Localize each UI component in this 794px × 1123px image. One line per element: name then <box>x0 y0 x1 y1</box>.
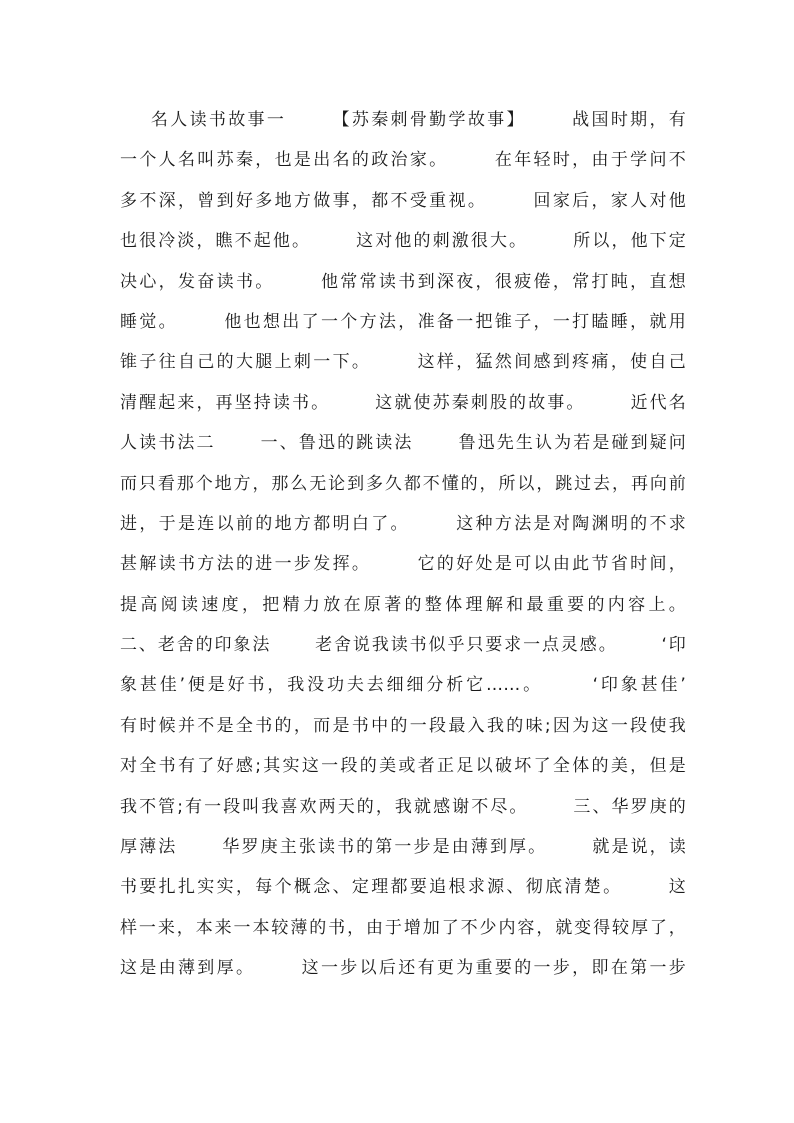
text-line: 而只看那个地方，那么无论到多久都不懂的，所以，跳过去，再向前 <box>120 473 686 494</box>
text-line: 也很冷淡，瞧不起他。 这对他的刺激很大。 所以，他下定 <box>120 231 686 252</box>
body-text <box>120 100 686 989</box>
text-line: 一个人名叫苏秦，也是出名的政治家。 在年轻时，由于学问不 <box>120 150 686 171</box>
text-line: 多不深，曾到好多地方做事，都不受重视。 回家后，家人对他 <box>120 190 686 211</box>
text-line: 人读书法二 一、鲁迅的跳读法 鲁迅先生认为若是碰到疑问 <box>120 433 686 454</box>
text-line: 样一来，本来一本较薄的书，由于增加了不少内容，就变得较厚了， <box>120 917 686 938</box>
text-line: 清醒起来，再坚持读书。 这就使苏秦刺股的故事。 近代名 <box>120 392 686 413</box>
text-line: 对全书有了好感;其实这一段的美或者正足以破坏了全体的美，但是 <box>120 756 686 777</box>
text-line: 有时候并不是全书的，而是书中的一段最入我的味;因为这一段使我 <box>120 715 686 736</box>
text-line: 厚薄法 华罗庚主张读书的第一步是由薄到厚。 就是说，读 <box>120 837 686 858</box>
text-line: 书要扎扎实实，每个概念、定理都要追根求源、彻底清楚。 这 <box>120 877 686 898</box>
text-line: 睡觉。 他也想出了一个方法，准备一把锥子，一打瞌睡，就用 <box>120 311 686 332</box>
text-line: 决心，发奋读书。 他常常读书到深夜，很疲倦，常打盹，直想 <box>120 271 686 292</box>
text-line: 我不管;有一段叫我喜欢两天的，我就感谢不尽。 三、华罗庚的 <box>120 796 686 817</box>
text-line: 甚解读书方法的进一步发挥。 它的好处是可以由此节省时间， <box>120 554 686 575</box>
text-line: 这是由薄到厚。 这一步以后还有更为重要的一步，即在第一步 <box>120 958 686 979</box>
text-line: 提高阅读速度，把精力放在原著的整体理解和最重要的内容上。 <box>120 594 686 615</box>
text-line: 名人读书故事一 【苏秦刺骨勤学故事】 战国时期，有 <box>120 110 686 130</box>
text-line: 二、老舍的印象法 老舍说我读书似乎只要求一点灵感。 ‘印 <box>120 635 686 656</box>
text-line: 象甚佳’便是好书，我没功夫去细细分析它……。 ‘印象甚佳’ <box>120 675 686 696</box>
text-line: 进，于是连以前的地方都明白了。 这种方法是对陶渊明的不求 <box>120 513 686 534</box>
text-line: 锥子往自己的大腿上刺一下。 这样，猛然间感到疼痛，使自己 <box>120 352 686 373</box>
